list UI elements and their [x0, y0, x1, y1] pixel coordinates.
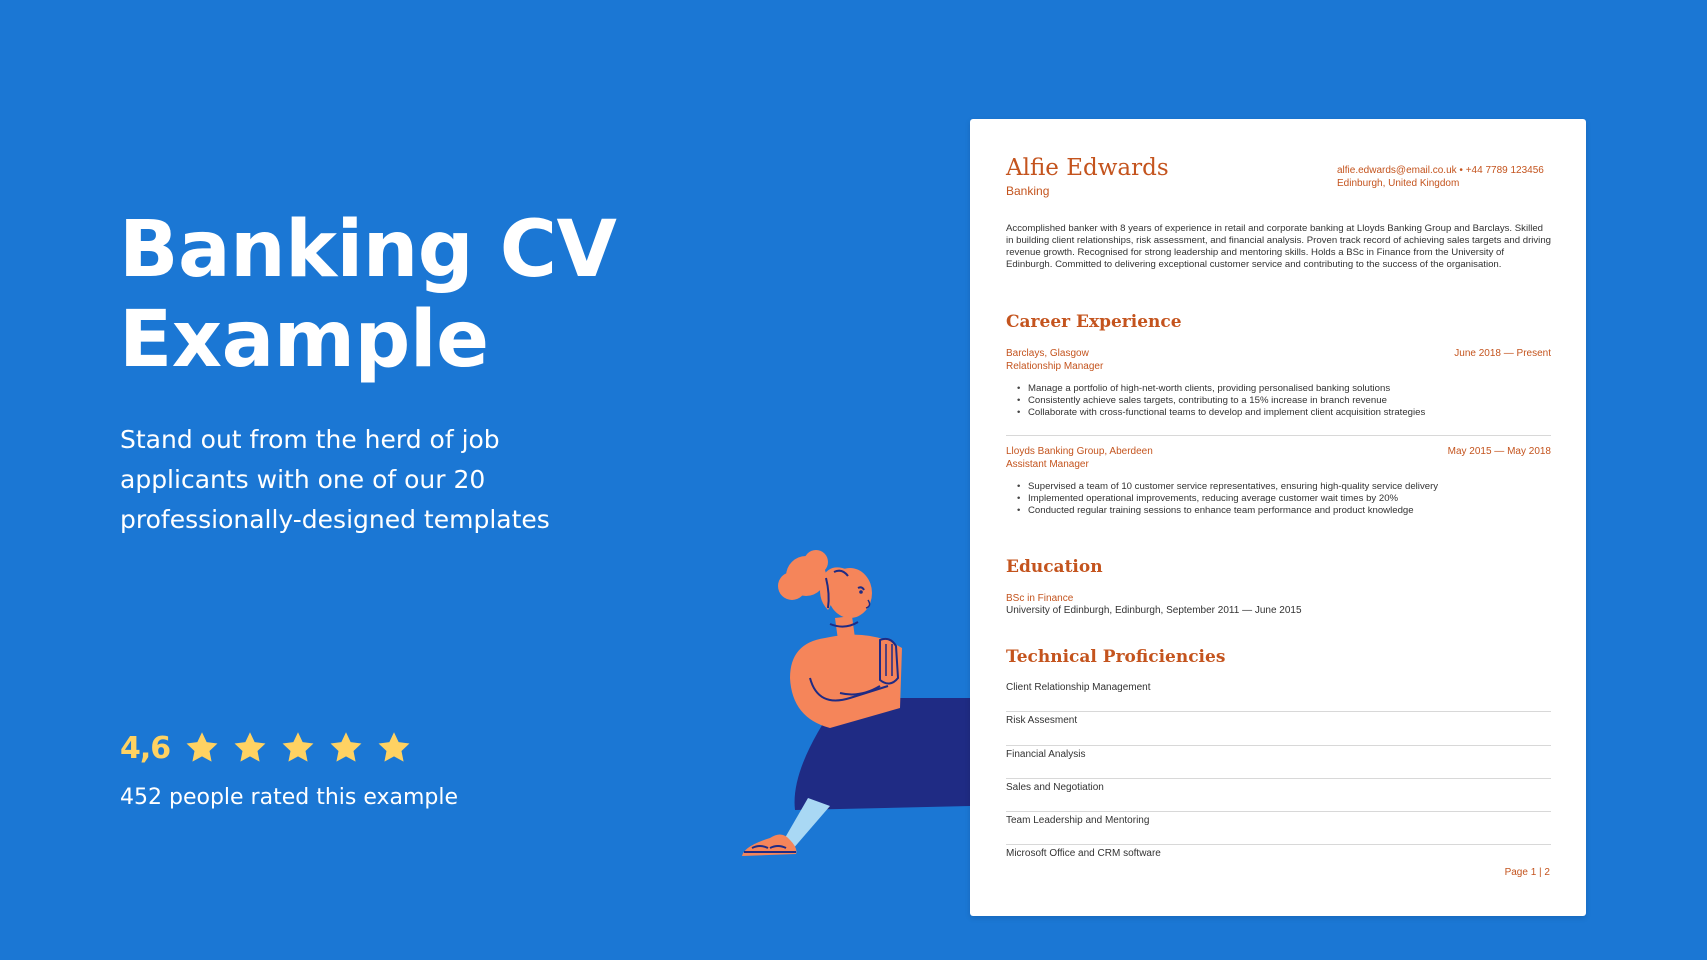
cv-contact: [1337, 164, 1557, 190]
bullet-item: • Manage a portfolio of high-net-worth clients, providing personalised banking solutions: [1017, 383, 1551, 395]
rating-row: [120, 728, 424, 768]
job-employer: Barclays, Glasgow: [1006, 348, 1089, 359]
cv-name: Alfie Edwards: [1006, 155, 1169, 181]
job-dates: June 2018 — Present: [1454, 348, 1551, 359]
skill-item: Financial Analysis: [1006, 746, 1551, 779]
career-heading: Career Experience: [1006, 312, 1182, 332]
woman-holding-cv-illustration: [730, 548, 980, 878]
cv-document: [970, 119, 1586, 916]
title-line-1: Banking CV: [119, 205, 617, 295]
contact-location: Edinburgh, United Kingdom: [1337, 178, 1460, 189]
job-employer: Lloyds Banking Group, Aberdeen: [1006, 446, 1153, 457]
job-entry: [1006, 446, 1551, 517]
skill-item: Risk Assesment: [1006, 712, 1551, 745]
cv-role: Banking: [1006, 184, 1050, 198]
education-school: University of Edinburgh, Edinburgh, September 2011 — June 2015: [1006, 605, 1302, 616]
title-line-2: Example: [119, 295, 489, 385]
skills-list: [1006, 679, 1551, 879]
bullet-item: • Consistently achieve sales targets, contributing to a 15% increase in branch revenue: [1017, 395, 1551, 407]
skill-item: Sales and Negotiation: [1006, 779, 1551, 812]
star-icon: [232, 730, 268, 766]
job-bullets: [1006, 383, 1551, 419]
rating-count: 452 people rated this example: [120, 785, 459, 810]
job-dates: May 2015 — May 2018: [1447, 446, 1551, 457]
star-icon: [280, 730, 316, 766]
job-title: Assistant Manager: [1006, 458, 1089, 470]
job-entry: [1006, 348, 1551, 419]
page-subtitle: Stand out from the herd of job applicants with one of our 20 professionally-designed templates: [120, 425, 550, 534]
star-icon: [376, 730, 412, 766]
star-icon: [328, 730, 364, 766]
bullet-item: • Supervised a team of 10 customer service representatives, ensuring high-quality service delivery: [1017, 481, 1551, 493]
skill-item: Microsoft Office and CRM software: [1006, 848, 1161, 860]
education-degree: BSc in Finance: [1006, 593, 1074, 604]
bullet-item: • Collaborate with cross-functional teams to develop and implement client acquisition strategies: [1017, 407, 1551, 419]
job-divider: [1006, 435, 1551, 436]
job-bullets: [1006, 481, 1551, 517]
cv-summary: Accomplished banker with 8 years of experience in retail and corporate banking at Lloyds Banking Group and Barclays. Skilled in building client relationships, risk assessment, and financial analysis. Proven track record of achieving sales targets and driving revenue growth. Recognised for strong leadership and mentoring skills. Holds a BSc in Finance from the University of Edinburgh. Committed to delivering exceptional customer service and contributing to the success of the organisation.: [1006, 223, 1551, 270]
job-title: Relationship Manager: [1006, 360, 1104, 372]
bullet-item: • Implemented operational improvements, reducing average customer wait times by 20%: [1017, 493, 1551, 505]
rating-score: 4,6: [120, 730, 171, 766]
skills-heading: Technical Proficiencies: [1006, 647, 1226, 667]
contact-line: alfie.edwards@email.co.uk • +44 7789 123456: [1337, 165, 1544, 176]
bullet-item: • Conducted regular training sessions to enhance team performance and product knowledge: [1017, 505, 1551, 517]
skill-item: Team Leadership and Mentoring: [1006, 812, 1551, 845]
education-heading: Education: [1006, 557, 1103, 577]
skill-item: Client Relationship Management: [1006, 679, 1551, 712]
page-indicator: Page 1 | 2: [1504, 867, 1550, 878]
page-title: [119, 205, 679, 385]
star-icon: [184, 730, 220, 766]
